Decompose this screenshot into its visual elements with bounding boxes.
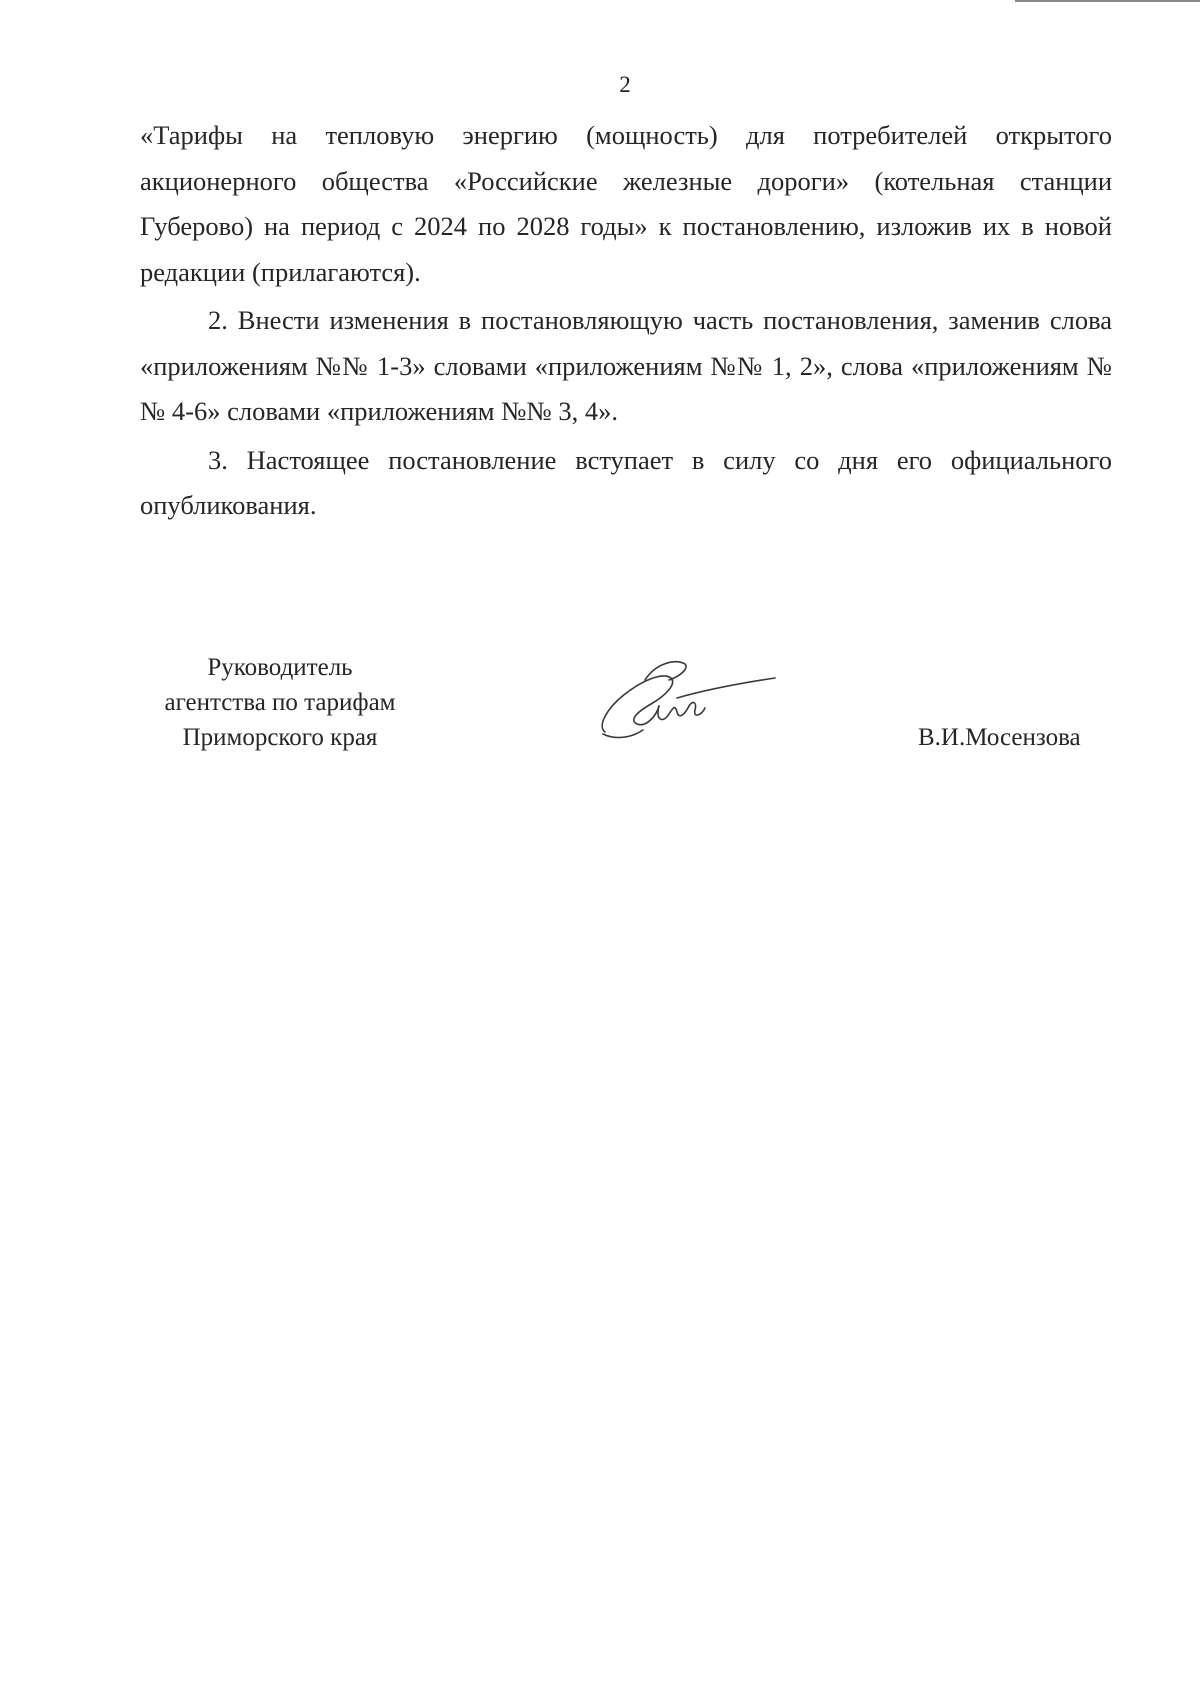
signature-block [0, 650, 1200, 780]
signatory-position-line: агентства по тарифам [164, 689, 396, 716]
signatory-name: В.И.Мосензова [918, 724, 1081, 751]
document-body [140, 113, 1112, 529]
handwritten-signature [585, 650, 785, 750]
paragraph-item-3: 3. Настоящее постановление вступает в силу со дня его официального опубликования. [140, 444, 1112, 520]
paragraph-continuation: «Тарифы на тепловую энергию (мощность) для потребителей открытого акционерного общества «Российские железные дороги» (котельная станции Губерово) на период с 2024 по 2028 годы» к постановлению, изложив их в новой редакции (прилагаются). [140, 120, 1112, 287]
signatory-position [130, 650, 430, 755]
scan-edge-mark [1015, 0, 1200, 2]
paragraph-item-2: 2. Внести изменения в постановляющую часть постановления, заменив слова «приложениям №№ 1-3» словами «приложениям №№ 1, 2», слова «приложениям №№ 4-6» словами «приложениям №№ 3, 4». [140, 305, 1112, 426]
signatory-position-line: Руководитель [207, 654, 353, 681]
page-number: 2 [619, 72, 631, 97]
signatory-position-line: Приморского края [182, 724, 378, 751]
